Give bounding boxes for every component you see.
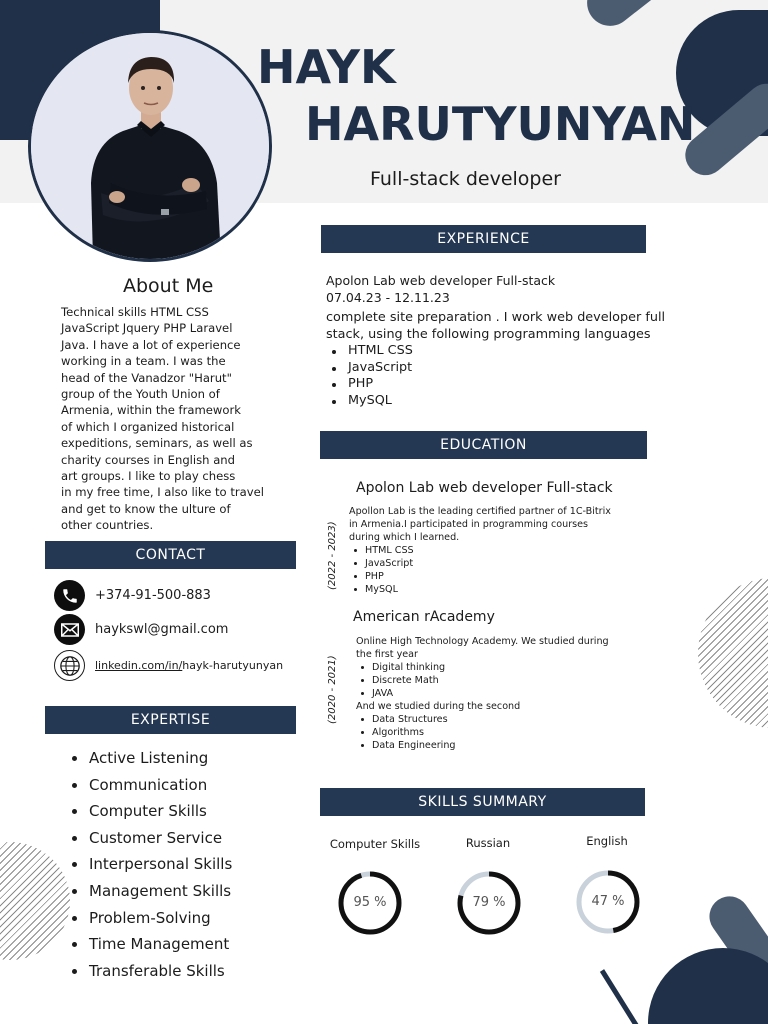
experience-entry [326,272,666,409]
experience-skill-list [326,343,666,409]
decor-hatched-circle [698,578,768,728]
experience-desc-line: complete site preparation . I work web developer full [326,310,666,325]
phone-number[interactable]: +374-91-500-883 [95,588,211,603]
list-item: Computer Skills [72,800,232,827]
education-1-line: Apollon Lab is the leading certified partner of 1C-Bitrix [349,506,611,517]
education-2-years: (2020 - 2021) [327,655,338,724]
expertise-list [72,747,232,986]
linkedin-handle[interactable]: hayk-harutyunyan [182,659,284,672]
skill-ring-russian [456,870,522,936]
linkedin-link[interactable] [95,659,283,672]
contact-email-row [54,614,228,645]
experience-job-title: Apolon Lab web developer Full-stack [326,273,556,288]
skill-ring-computer [337,870,403,936]
list-item: Data Engineering [356,739,646,752]
skills-heading: SKILLS SUMMARY [320,788,645,816]
phone-icon [54,580,85,611]
list-item: MySQL [349,583,629,596]
about-line: head of the Vanadzor "Harut" [61,370,232,385]
list-item: Communication [72,774,232,801]
education-heading: EDUCATION [320,431,647,459]
decor-hatched-circle [0,842,70,960]
list-item: Time Management [72,933,232,960]
skill-label-russian: Russian [465,836,511,850]
skill-label-computer: Computer Skills [329,837,421,851]
about-line: Technical skills HTML CSS [61,305,209,319]
experience-description [326,310,666,343]
list-item: MySQL [326,393,666,410]
education-1-line: in Armenia.I participated in programming courses [349,519,589,530]
about-line: in my free time, I also like to travel [61,485,264,500]
profile-photo [28,30,272,262]
list-item: JavaScript [349,557,629,570]
list-item: Transferable Skills [72,960,232,987]
list-item: Active Listening [72,747,232,774]
experience-desc-line: stack, using the following programming languages [326,326,651,342]
education-1-title: Apolon Lab web developer Full-stack [356,480,613,496]
skill-percent: 47 % [591,894,625,909]
contact-linkedin-row [54,650,283,681]
education-2-list [356,661,646,700]
list-item: Digital thinking [356,661,646,674]
globe-icon [54,650,85,681]
contact-heading: CONTACT [45,541,296,569]
list-item: HTML CSS [349,544,629,557]
list-item: JAVA [356,687,646,700]
about-line: JavaScript Jquery PHP Laravel [61,321,233,336]
about-line: Armenia, within the framework [61,403,241,418]
education-2-text [356,635,646,752]
about-line: and get to know the ulture of [61,501,231,516]
education-2-mid-line: And we studied during the second [356,701,521,712]
education-2-line: Online High Technology Academy. We studied during [356,636,609,647]
education-1-line: during which I learned. [349,532,460,543]
last-name: HARUTYUNYAN [305,97,696,151]
education-2-title: American rAcademy [353,609,495,625]
about-line: group of the Youth Union of [61,387,220,402]
about-line: Java. I have a lot of experience [61,337,241,352]
about-line: expeditions, seminars, as well as [61,436,253,451]
linkedin-prefix[interactable]: linkedin.com/in/ [95,659,183,672]
skill-ring-english [575,869,641,935]
about-line: other countries. [61,518,154,533]
person-illustration [31,33,269,259]
expertise-heading: EXPERTISE [45,706,296,734]
list-item: Management Skills [72,880,232,907]
list-item: Algorithms [356,726,646,739]
list-item: HTML CSS [326,343,666,360]
first-name: HAYK [257,40,396,94]
list-item: PHP [326,376,666,393]
about-line: of which I organized historical [61,419,235,434]
list-item: PHP [349,570,629,583]
list-item: Interpersonal Skills [72,853,232,880]
decor-line [600,969,642,1024]
list-item: Problem-Solving [72,907,232,934]
about-line: charity courses in English and [61,452,236,467]
contact-phone-row [54,580,211,611]
education-1-text [349,505,629,596]
list-item: Customer Service [72,827,232,854]
education-2-line: the first year [356,649,418,660]
skill-percent: 95 % [353,895,387,910]
experience-dates: 07.04.23 - 12.11.23 [326,290,450,305]
skill-percent: 79 % [472,895,506,910]
about-text [61,304,283,534]
education-2-list-second [356,713,646,752]
education-1-years: (2022 - 2023) [327,521,338,590]
list-item: Data Structures [356,713,646,726]
email-address[interactable]: haykswl@gmail.com [95,622,229,637]
about-title: About Me [123,275,214,297]
skill-label-english: English [586,834,628,848]
job-role: Full-stack developer [370,168,561,190]
education-1-list [349,544,629,596]
experience-heading: EXPERIENCE [321,225,646,253]
about-line: art groups. I like to play chess [61,469,236,484]
list-item: Discrete Math [356,674,646,687]
about-line: working in a team. I was the [61,354,226,369]
list-item: JavaScript [326,360,666,377]
decor-circle [648,948,768,1024]
email-icon [54,614,85,645]
